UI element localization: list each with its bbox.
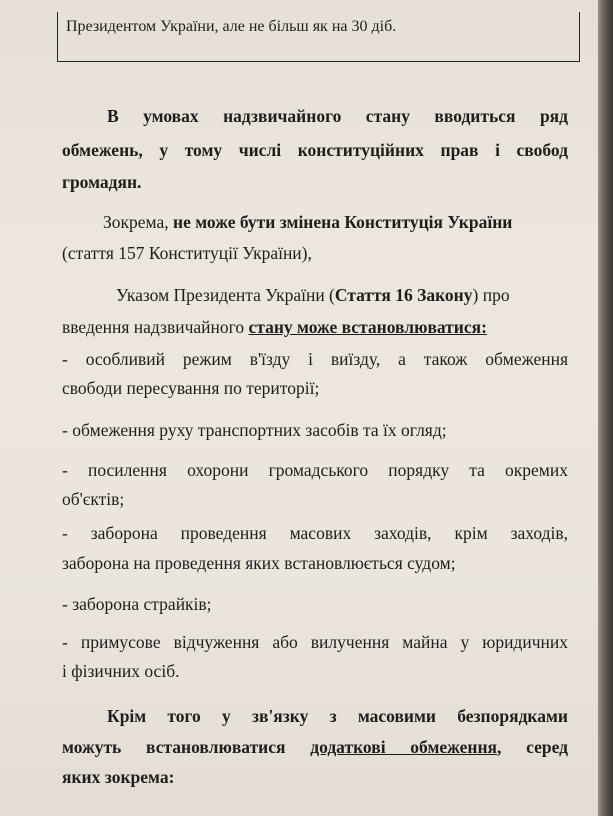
list-item-2: - обмеження руху транспортних засобів та їх огляд; [62, 420, 447, 440]
list-item-5: - заборона страйків; [62, 594, 212, 614]
paragraph4-line3: яких зокрема: [62, 767, 175, 787]
paragraph1-line1: В умовах надзвичайного стану вводиться ряд [107, 106, 568, 126]
paragraph2-bold-text: не може бути змінена Конституція України [173, 212, 513, 232]
paragraph3-text-a: Указом Президента України ( [116, 285, 335, 305]
paragraph3-text-d: введення надзвичайного [62, 317, 249, 337]
paragraph2-line2: (стаття 157 Конституції України), [62, 243, 312, 263]
list-item-6-line1: - примусове відчуження або вилучення майна у юридичних [62, 632, 568, 652]
list-item-3-line2: об'єктів; [62, 489, 125, 509]
paragraph4-text-c: , серед [497, 737, 568, 757]
paragraph4-line1: Крім того у зв'язку з масовими безпорядками [107, 706, 568, 726]
paragraph3-line1 [116, 285, 568, 306]
list-item-3-line1: - посилення охорони громадського порядку та окремих [62, 460, 568, 480]
paragraph4-text-a: можуть встановлюватися [62, 737, 311, 757]
list-item-4-line2: заборона на проведення яких встановлюється судом; [62, 553, 456, 573]
paragraph1-line2: обмежень, у тому числі конституційних прав і свобод [62, 140, 568, 160]
list-item-6-line2: і фізичних осіб. [62, 661, 180, 681]
paragraph4-underlined-text: додаткові обмеження [310, 737, 497, 757]
list-item-4-line1: - заборона проведення масових заходів, крім заходів, [62, 523, 568, 543]
paragraph3-line2 [62, 317, 568, 338]
paragraph4-line2 [62, 737, 568, 758]
paragraph1-line3: громадян. [62, 172, 142, 192]
paragraph2-line1 [103, 212, 568, 233]
paragraph3-text-c: ) про [472, 285, 510, 305]
list-item-1-line2: свободи пересування по території; [62, 378, 320, 398]
page-edge-shadow [598, 0, 613, 816]
list-item-1-line1: - особливий режим в'їзду і виїзду, а також обмеження [62, 349, 568, 369]
paragraph3-underlined-bold: стану може встановлюватися: [248, 317, 487, 337]
paragraph2-text: Зокрема, [103, 212, 174, 232]
header-box-text: Президентом України, але не більш як на 30 діб. [66, 18, 397, 35]
paragraph3-law-reference: Стаття 16 Закону [334, 285, 473, 305]
